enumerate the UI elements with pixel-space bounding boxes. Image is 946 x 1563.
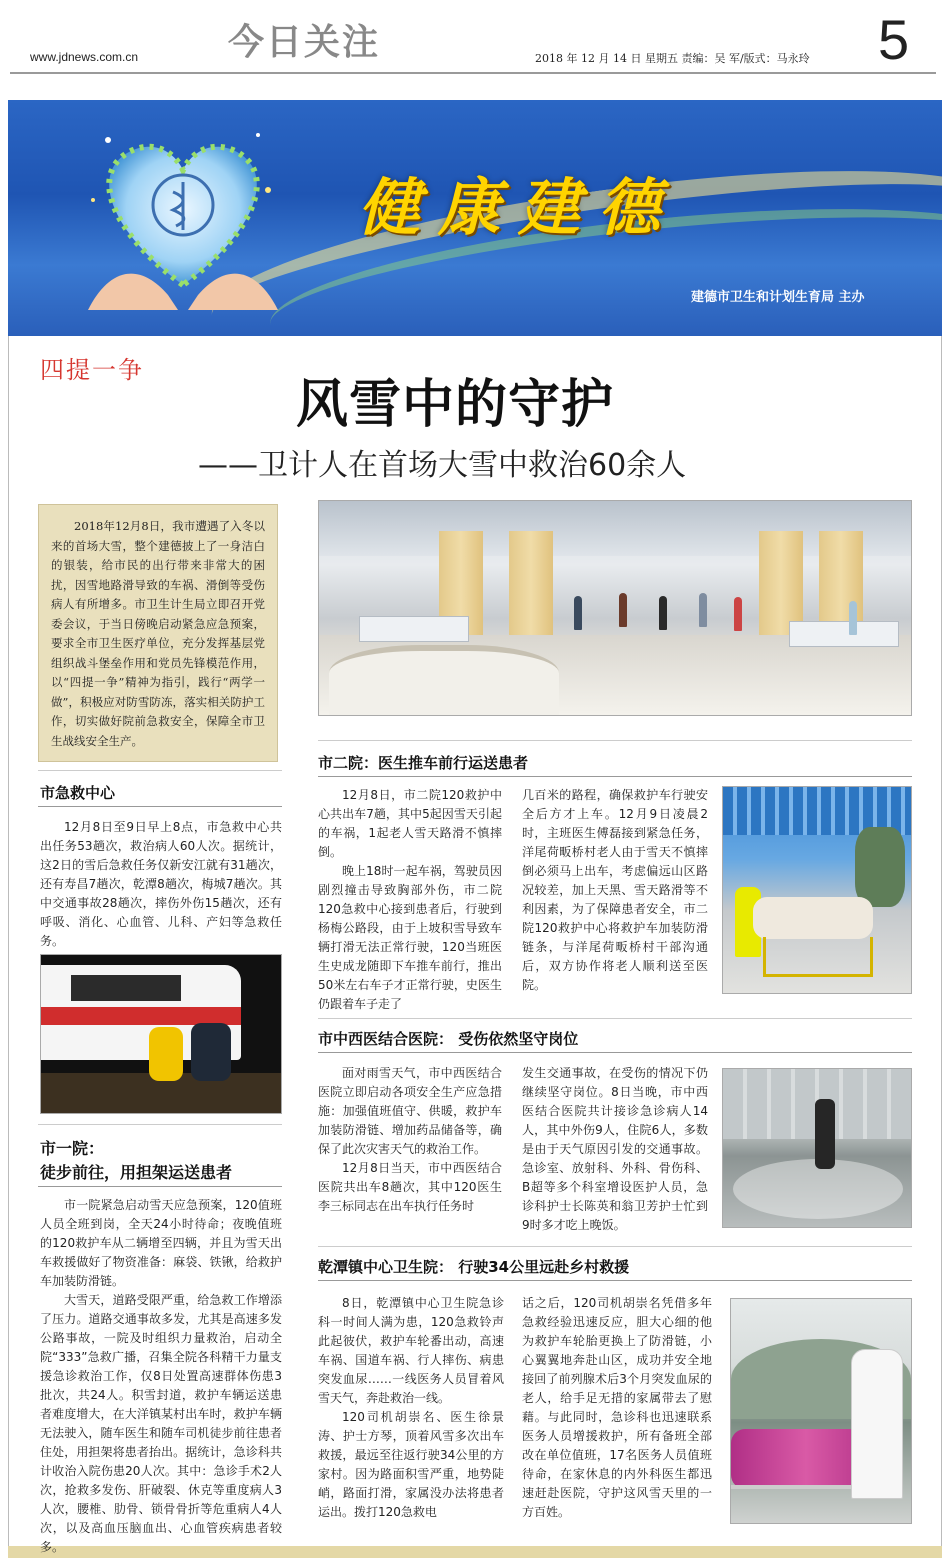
paragraph: 市一院紧急启动雪天应急预案，120值班人员全班到岗，全天24小时待命；夜晚值班的120救护车从二辆增至四辆，并且为雪天出车救援做好了物资准备：麻袋、铁锹，给救护车加装防滑链。 <box>40 1198 282 1288</box>
section-divider <box>318 1246 912 1247</box>
heart-hands-icon <box>68 110 298 310</box>
paragraph: 12月8日当天，市中西医结合医院共出车8趟次，其中120医生李三标同志在出车执行任务时 <box>318 1161 502 1213</box>
section-title-hospital1: 市一院： <box>40 1139 105 1158</box>
site-url[interactable]: www.jdnews.com.cn <box>30 50 139 64</box>
paragraph: 8日，乾潭镇中心卫生院急诊科一时间人满为患，120急救铃声此起彼伏，救护车轮番出动，高速车祸、国道车祸、行人摔伤、病患突发血尿……一线医务人员冒着风雪天气，奔赴救治一线。 <box>318 1296 504 1405</box>
village-rescue-photo <box>730 1298 912 1524</box>
section-title-tcm: 市中西医结合医院： 受伤依然坚守岗位 <box>318 1030 579 1048</box>
section-rule <box>318 776 912 777</box>
section-subtitle-hospital1: 徒步前往，用担架运送患者 <box>40 1163 233 1182</box>
page-number: 5 <box>878 8 910 71</box>
paragraph: 晚上18时一起车祸，驾驶员因剧烈撞击导致胸部外伤，市二院120急救中心接到患者后，行驶到杨梅公路段，由于上坡积雪导致车辆打滑无法正常行驶，120当班医生史成龙随即下车推车前行，推出50米左右车子才正常行驶，史医生仍跟着车子走了 <box>318 864 502 1011</box>
qiantan-col2 <box>522 1294 712 1522</box>
section-divider <box>318 740 912 741</box>
banner-sponsor: 建德市卫生和计划生育局 主办 <box>691 290 865 305</box>
section-title-emergency: 市急救中心 <box>40 784 116 802</box>
story-subhead: ——卫计人在首场大雪中救治60余人 <box>198 448 687 483</box>
tcm-col2 <box>522 1064 708 1235</box>
paragraph: 面对雨雪天气，市中西医结合医院立即启动各项安全生产应急措施：加强值班值守、供暖，救护车加装防滑链、增加药品储备等，确保了此次灾害天气的救治工作。 <box>318 1066 502 1156</box>
paragraph: 120司机胡崇名、医生徐景涛、护士方琴，顶着风雪多次出车救援，最远至往返行驶34公里的方家村。因为路面积雪严重，地势陡峭，路面打滑，家属没办法将患者运出。拨打120急救电 <box>318 1410 504 1519</box>
section-rule <box>318 1280 912 1281</box>
column-title: 今日关注 <box>228 22 381 63</box>
section-divider <box>318 1018 912 1019</box>
stretcher-photo <box>722 786 912 994</box>
banner-brand: 健康建德 <box>358 171 679 244</box>
section-rule <box>38 1186 282 1187</box>
section-banner <box>8 100 942 336</box>
paragraph: 几百米的路程，确保救护车行驶安全后方才上车。12月9日凌晨2时，主班医生傅磊接到紧急任务，洋尾荷畈桥村老人由于雪天不慎摔倒必须马上出车，考虑偏远山区路况较差，加上天黑、雪天路滑等不利因素，为了保障患者安全，市二院120救护中心将救护车加装防滑链条，与洋尾荷畈桥村干部沟通后，双方协作将老人顺利送至医院。 <box>522 788 708 992</box>
section-divider <box>38 770 282 771</box>
page-header <box>0 0 946 80</box>
paragraph: 12月8日，市二院120救护中心共出车7趟，其中5起因雪天引起的车祸，1起老人雪天路滑不慎摔倒。 <box>318 788 502 859</box>
section-divider <box>38 1124 282 1125</box>
section-rule <box>38 806 282 807</box>
story-headline: 风雪中的守护 <box>296 375 615 435</box>
issue-meta: 2018 年 12 月 14 日 星期五 责编：吴 军/版式：马永玲 <box>535 52 810 65</box>
story-intro: 2018年12月8日，我市遭遇了入冬以来的首场大雪，整个建德披上了一身洁白的银装，给市民的出行带来非常大的困扰，因雪地路滑导致的车祸、滑倒等受伤病人有所增多。市卫生计生局立即召开党委会议，于当日傍晚启动紧急应急预案，要求全市卫生医疗单位，充分发挥基层党组织战斗堡垒作用和党员先锋模范作用，以“四提一争”精神为指引，践行“两学一做”，积极应对防雪防冻，落实相关防护工作，切实做好院前急救安全，保障全市卫生战线安全生产。 <box>38 504 278 762</box>
section-title-qiantan: 乾潭镇中心卫生院： 行驶34公里远赴乡村救援 <box>318 1258 630 1276</box>
sweeping-snow-photo <box>722 1068 912 1228</box>
hospital1-body <box>40 1196 282 1557</box>
ambulance-photo <box>40 954 282 1114</box>
hospital-ward-photo <box>318 500 912 716</box>
hospital2-col1 <box>318 786 502 1014</box>
paragraph: 大雪天，道路受限严重，给急救工作增添了压力。道路交通事故多发，尤其是高速多发公路事故，一院及时组织力量救治，启动全院“333”急救广播，召集全院各科精干力量支援急诊救治工作，仅8日处置高速群体伤患3批次，共24人。积雪封道，救护车辆运送患者难度增大，在大洋镇某村出车时，救护车辆无法驶入，随车医生和随车司机徒步前往患者住处，用担架将患者抬出。据统计，急诊科共计收治入院伤患20人次。其中：急诊手术2人次，抢救多发伤、肝破裂、休克等重度病人3人次，腰椎、肋骨、锁骨骨折等危重病人4人次，以及高血压脑血出、心血管疾病患者较多。 <box>40 1293 282 1554</box>
story-kicker: 四提一争 <box>40 356 144 384</box>
section-title-hospital2: 市二院：医生推车前行运送患者 <box>318 754 529 772</box>
emergency-body <box>40 818 282 951</box>
paragraph: 12月8日至9日早上8点，市急救中心共出任务53趟次，救治病人60人次。据统计，这2日的雪后急救任务仅新安江就有31趟次，还有寿昌7趟次，乾潭8趟次，梅城7趟次。其中交通事故28趟次，摔伤外伤15趟次，还有呼吸、消化、心血管、儿科、产妇等急救任务。 <box>40 820 282 948</box>
hospital2-col2 <box>522 786 708 995</box>
section-rule <box>318 1052 912 1053</box>
qiantan-col1 <box>318 1294 504 1522</box>
paragraph: 发生交通事故，在受伤的情况下仍继续坚守岗位。8日当晚，市中西医结合医院共计接诊急诊病人14人，其中外伤9人，住院6人，多数是由于天气原因引发的交通事故。急诊室、放射科、外科、骨伤科、B超等多个科室增设医护人员，急诊科护士长陈英和翁卫芳护士忙到9时多才吃上晚饭。 <box>522 1066 708 1232</box>
paragraph: 话之后，120司机胡崇名凭借多年急救经验迅速反应，胆大心细的他为救护车轮胎更换上了防滑链，小心翼翼地奔赴山区，成功并安全地接回了前列腺术后3个月突发血尿的老人，给手足无措的家属带去了慰藉。与此同时，急诊科也迅速联系医务人员增援救护，所有备班全部改在单位值班，17名医务人员值班待命，在家休息的内外科医生都迅速赶赴医院，守护这风雪天里的一方百姓。 <box>522 1296 712 1519</box>
tcm-col1 <box>318 1064 502 1216</box>
header-rule <box>10 72 936 74</box>
